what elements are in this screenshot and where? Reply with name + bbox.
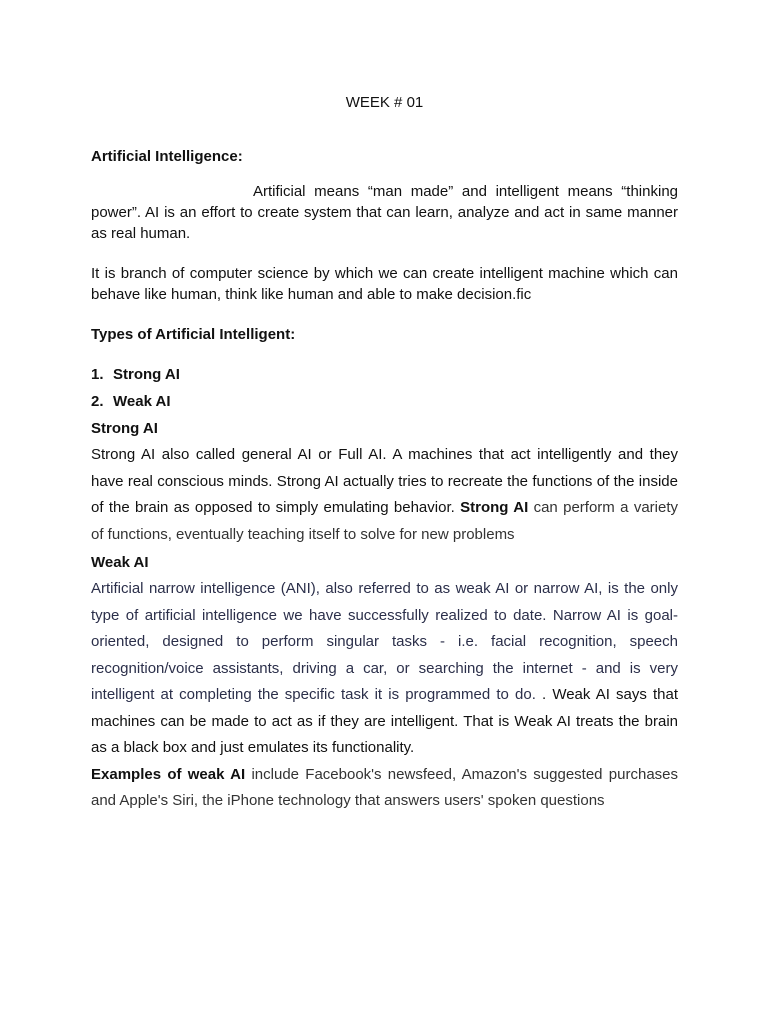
strong-ai-title: Strong AI: [91, 420, 158, 437]
examples-text: include Facebook's newsfeed, Amazon's suggested purchases and Apple's Siri, the iPhone technology that answers users' spoken questions: [91, 765, 679, 809]
types-list-item: [91, 365, 678, 385]
weak-ai-text: Artificial narrow intelligence (ANI), also referred to as weak AI or narrow AI, is the only type of artificial intelligence we have successfully realized to date. Narrow AI is goal-oriented, designed to perform singular tasks - i.e. facial recognition, speech recognition/voice assistants, driving a car, or searching the internet - and is very intelligent at completing the specific task it is programmed to do.: [91, 580, 678, 703]
types-section-title: Types of Artificial Intelligent:: [91, 326, 296, 343]
strong-ai-paragraph: [91, 442, 678, 548]
list-label: Strong AI: [113, 366, 180, 383]
ai-intro-paragraph: Artificial means “man made” and intelligent means “thinking power”. AI is an effort to create system that can learn, analyze and act in same manner as real human.: [91, 183, 678, 242]
weak-ai-paragraph: [91, 576, 678, 762]
types-list: [91, 365, 678, 412]
ai-branch-paragraph: It is branch of computer science by which we can create intelligent machine which can behave like human, think like human and able to make decision.fic: [91, 265, 678, 303]
ai-section-title: Artificial Intelligence:: [91, 148, 243, 165]
list-number: 1.: [91, 366, 104, 383]
strong-ai-text-after: can perform a variety of functions, eventually teaching itself to solve for new problems: [91, 499, 679, 543]
strong-ai-text: Strong AI also called general AI or Full AI. A machines that act intelligently and they have real conscious minds. Strong AI actually tries to recreate the functions of the inside of the brain as opposed to simply emulating behavior.: [91, 446, 678, 516]
list-number: 2.: [91, 393, 104, 410]
examples-bold-label: Examples of weak AI: [91, 765, 246, 783]
strong-ai-inline-bold: Strong AI: [460, 499, 529, 516]
weak-ai-text-after: . Weak AI says that machines can be made to act as if they are intelligent. That is Weak AI treats the brain as a black box and just emulates its functionality.: [91, 686, 678, 756]
types-list-item: [91, 392, 678, 412]
list-label: Weak AI: [113, 393, 171, 410]
week-heading: WEEK # 01: [345, 94, 424, 111]
examples-paragraph: [91, 762, 678, 815]
weak-ai-title: Weak AI: [91, 554, 149, 571]
document-content: [91, 93, 678, 815]
